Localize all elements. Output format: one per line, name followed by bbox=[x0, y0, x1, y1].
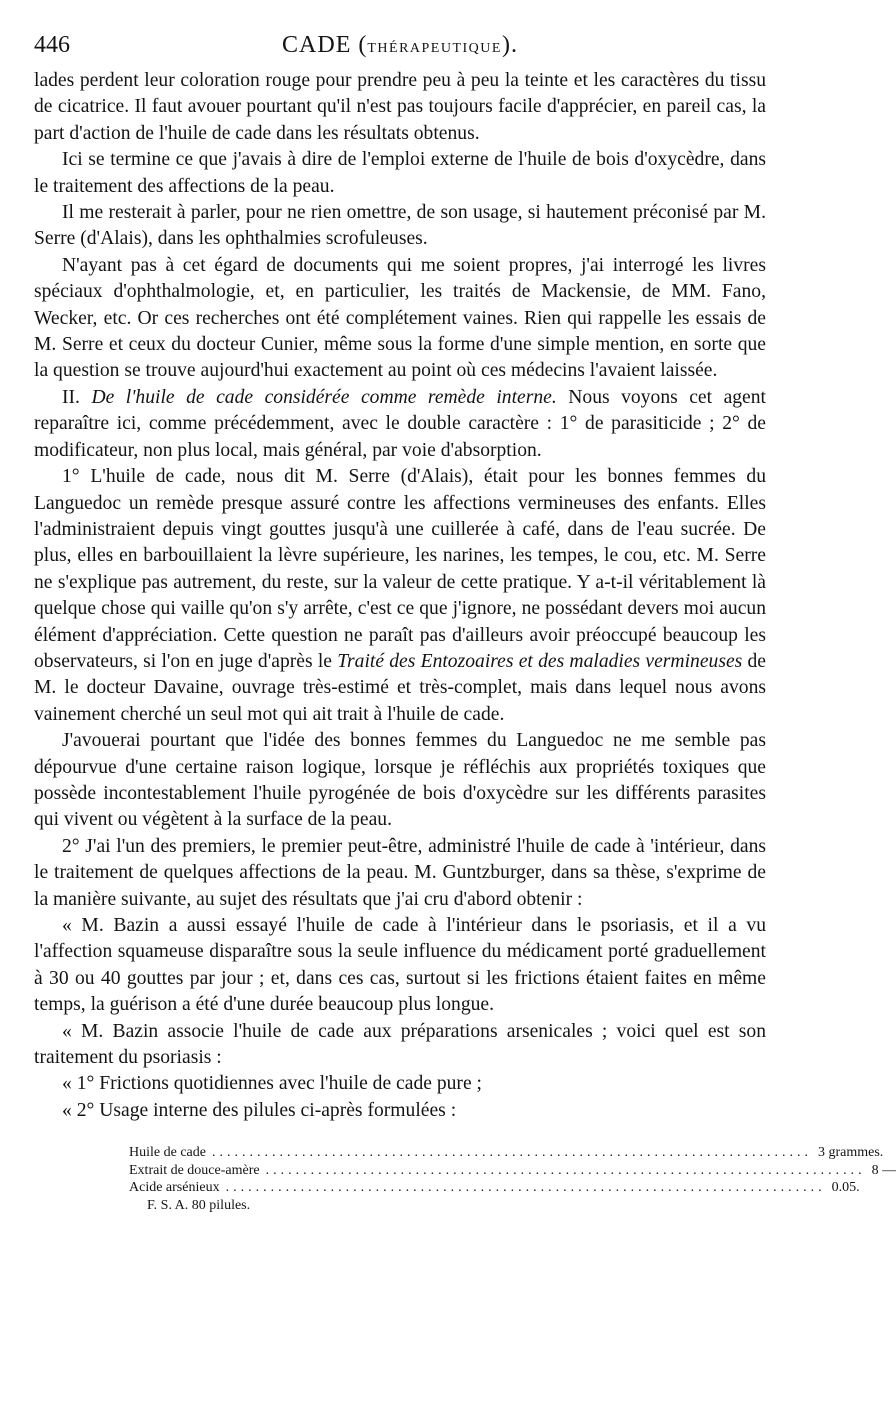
text-run: II. bbox=[62, 386, 92, 408]
body-text bbox=[34, 68, 766, 1124]
ingredient-quantity: 0.05. bbox=[831, 1180, 860, 1196]
paragraph bbox=[34, 68, 766, 147]
page-header bbox=[34, 22, 766, 68]
formula-instruction: F. S. A. 80 pilules. bbox=[147, 1197, 251, 1213]
text-run: N'ayant pas à cet égard de documents qui me soient propres, j'ai interrogé les livres spéciaux d'ophthalmologie, et, en particulier, les traités de Mackensie, de MM. Fano, Wecker, etc. Or ces recherches ont été complétement vaines. Rien qui rappelle les essais de M. Serre et ceux du docteur Cunier, même sous la forme d'une simple mention, en sorte que la question se trouve aujourd'hui exactement au point où ces médecins l'avaient laissée. bbox=[34, 254, 766, 382]
text-run: 1° L'huile de cade, nous dit M. Serre (d'Alais), était pour les bonnes femmes du Languedoc un remède presque assuré contre les affections vermineuses des enfants. Elles l'administraient depuis vingt gouttes jusqu'à une cuillerée à café, dans de l'eau sucrée. De plus, elles en barbouillaient la lèvre supérieure, les narines, les tempes, le cou, etc. M. Serre ne s'explique pas autrement, du reste, sur la valeur de cette pratique. Y a-t-il véritablement là quelque chose qui vaille qu'on s'y arrête, c'est ce que j'ignore, ne possédant devers moi aucun élément d'appréciation. Cette question ne paraît pas d'ailleurs avoir préoccupé beaucoup les observateurs, si l'on en juge d'après le bbox=[34, 466, 766, 672]
ingredient-name: Huile de cade bbox=[129, 1145, 206, 1161]
text-run: « 1° Frictions quotidiennes avec l'huile de cade pure ; bbox=[62, 1073, 482, 1095]
text-run: J'avouerai pourtant que l'idée des bonnes femmes du Languedoc ne me semble pas dépourvue d'une certaine raison logique, lorsque je réfléchis aux propriétés toxiques que possède incontestablement l'huile pyrogénée de bois d'oxycèdre sur les différents parasites qui vivent ou végètent à la surface de la peau. bbox=[34, 730, 766, 831]
text-run: « M. Bazin associe l'huile de cade aux préparations arsenicales ; voici quel est son traitement du psoriasis : bbox=[34, 1020, 766, 1069]
text-run: 2° J'ai l'un des premiers, le premier peut-être, administré l'huile de cade à 'intérieur, dans le traitement de quelques affections de la peau. M. Guntzburger, dans sa thèse, s'exprime de la manière suivante, au sujet des résultats que j'ai cru d'abord obtenir : bbox=[34, 835, 766, 910]
text-run: Nous voyons cet agent reparaître ici, comme précédemment, avec le double caractère : 1° de parasiticide ; 2° de modificateur, non plus local, mais général, par voie d'absorption. bbox=[34, 386, 766, 461]
text-run: « 2° Usage interne des pilules ci-après formulées : bbox=[62, 1099, 457, 1121]
italic-text: Traité des Entozoaires et des maladies vermineuses bbox=[337, 650, 743, 672]
formula-row bbox=[129, 1179, 860, 1197]
page-number: 446 bbox=[34, 32, 70, 58]
prescription-formula bbox=[129, 1144, 896, 1214]
text-run: de M. le docteur Davaine, ouvrage très-estimé et très-complet, mais dans lequel nous avons vainement cherché un seul mot qui ait trait à l'huile de cade. bbox=[34, 650, 766, 725]
ingredient-name: Acide arsénieux bbox=[129, 1180, 220, 1196]
dot-leader: ................................................................................ bbox=[225, 1180, 826, 1196]
running-head-main: CADE ( bbox=[282, 32, 368, 58]
paragraph bbox=[34, 1071, 766, 1097]
paragraph bbox=[34, 147, 766, 200]
paragraph bbox=[34, 385, 766, 464]
paragraph bbox=[34, 728, 766, 834]
running-head-close: ). bbox=[501, 32, 518, 58]
ingredient-name: Extrait de douce-amère bbox=[129, 1162, 260, 1178]
formula-row bbox=[129, 1144, 884, 1162]
formula-row bbox=[129, 1162, 896, 1180]
ingredient-quantity: 3 grammes. bbox=[817, 1145, 884, 1161]
text-run: lades perdent leur coloration rouge pour prendre peu à peu la teinte et les caractères du tissu de cicatrice. Il faut avouer pourtant qu'il n'est pas toujours facile d'apprécier, en pareil cas, la part d'action de l'huile de cade dans les résultats obtenus. bbox=[34, 70, 766, 144]
paragraph bbox=[34, 834, 766, 913]
running-head bbox=[34, 32, 766, 59]
paragraph bbox=[34, 464, 766, 728]
text-run: Il me resterait à parler, pour ne rien omettre, de son usage, si hautement préconisé par M. Serre (d'Alais), dans les ophthalmies scrofuleuses. bbox=[34, 202, 766, 250]
paragraph bbox=[34, 913, 766, 1019]
paragraph bbox=[34, 1098, 766, 1124]
paragraph bbox=[34, 253, 766, 385]
dot-leader: ................................................................................ bbox=[265, 1162, 866, 1178]
running-head-subtitle: THÉRAPEUTIQUE bbox=[367, 41, 502, 56]
dot-leader: ................................................................................ bbox=[211, 1145, 812, 1161]
paragraph bbox=[34, 1019, 766, 1072]
ingredient-quantity: 8 — bbox=[871, 1162, 896, 1178]
paragraph bbox=[34, 200, 766, 253]
text-run: « M. Bazin a aussi essayé l'huile de cade à l'intérieur dans le psoriasis, et il a vu l'affection squameuse disparaître sous la seule influence du médicament porté graduellement à 30 ou 40 gouttes par jour ; et, dans ces cas, surtout si les frictions étaient faites en même temps, la guérison a été d'une durée beaucoup plus longue. bbox=[34, 915, 766, 1016]
italic-text: De l'huile de cade considérée comme remède interne. bbox=[91, 386, 557, 408]
text-run: Ici se termine ce que j'avais à dire de l'emploi externe de l'huile de bois d'oxycèdre, dans le traitement des affections de la peau. bbox=[34, 149, 766, 197]
